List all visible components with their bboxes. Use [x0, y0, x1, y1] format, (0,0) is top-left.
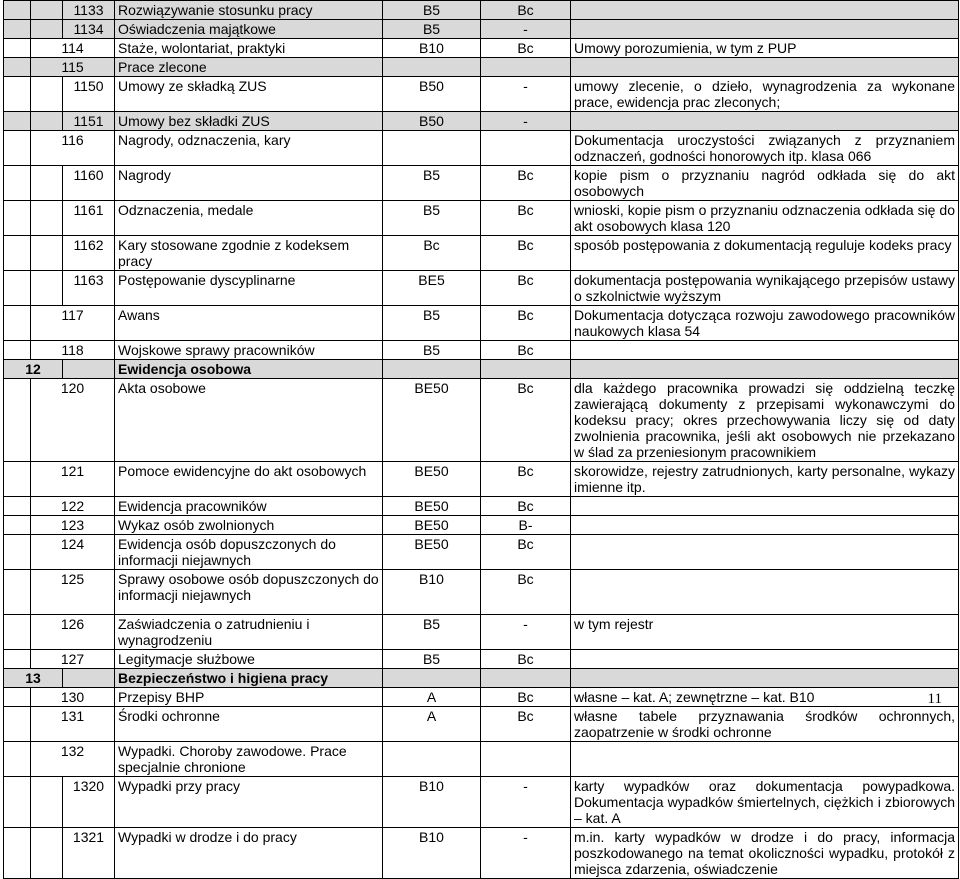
class-number: 122 [31, 497, 115, 516]
retention-category: Bc [481, 166, 571, 201]
empty-cell [31, 77, 63, 112]
subclass-number: 1151 [63, 112, 115, 131]
empty-cell [4, 271, 31, 306]
subclass-number: 1163 [63, 271, 115, 306]
class-number: 127 [31, 650, 115, 669]
table-row [4, 112, 959, 131]
class-number: 123 [31, 516, 115, 535]
subclass-number: 1320 [63, 777, 115, 828]
table-row [4, 131, 959, 166]
table-row [4, 236, 959, 271]
empty-cell [4, 58, 31, 77]
class-notes: dokumentacja postępowania wynikającego przepisów ustawy o szkolnictwie wyższym [571, 271, 959, 306]
class-notes: karty wypadków oraz dokumentacja powypadkowa. Dokumentacja wypadków śmiertelnych, ciężkich i zbiorowych – kat. A [571, 777, 959, 828]
class-title: Wypadki przy pracy [115, 777, 383, 828]
archive-category: B10 [383, 570, 481, 615]
class-title: Środki ochronne [115, 707, 383, 742]
empty-cell [31, 271, 63, 306]
retention-category: Bc [481, 201, 571, 236]
retention-category: Bc [481, 1, 571, 20]
empty-cell [4, 742, 31, 777]
retention-category: Bc [481, 462, 571, 497]
retention-category: Bc [481, 236, 571, 271]
class-notes [571, 742, 959, 777]
empty-cell [4, 20, 31, 39]
retention-category: Bc [481, 271, 571, 306]
empty-cell [4, 777, 31, 828]
class-notes [571, 570, 959, 615]
archive-category: B5 [383, 650, 481, 669]
table-row [4, 341, 959, 360]
class-notes [571, 341, 959, 360]
subclass-number: 1161 [63, 201, 115, 236]
page-number: 11 [927, 691, 942, 707]
retention-category: Bc [481, 341, 571, 360]
empty-cell [4, 650, 31, 669]
empty-cell [31, 828, 63, 879]
retention-category: Bc [481, 688, 571, 707]
table-row [4, 707, 959, 742]
archive-category: B10 [383, 39, 481, 58]
archive-category [383, 58, 481, 77]
class-notes: własne tabele przyznawania środków ochronnych, zaopatrzenie w środki ochronne [571, 707, 959, 742]
retention-category [481, 742, 571, 777]
class-number: 131 [31, 707, 115, 742]
empty-cell [31, 112, 63, 131]
empty-cell [4, 201, 31, 236]
class-notes: umowy zlecenie, o dzieło, wynagrodzenia za wykonane prace, ewidencja prac zleconych; [571, 77, 959, 112]
class-title: Kary stosowane zgodnie z kodeksem pracy [115, 236, 383, 271]
section-number: 13 [4, 669, 63, 688]
retention-category: Bc [481, 707, 571, 742]
class-number: 121 [31, 462, 115, 497]
table-row [4, 535, 959, 570]
empty-cell [571, 669, 959, 688]
section-row [4, 669, 959, 688]
empty-cell [4, 112, 31, 131]
table-row [4, 462, 959, 497]
archive-category: B5 [383, 201, 481, 236]
table-row [4, 166, 959, 201]
empty-cell [4, 462, 31, 497]
class-notes: skorowidze, rejestry zatrudnionych, karty personalne, wykazy imienne itp. [571, 462, 959, 497]
class-title: Staże, wolontariat, praktyki [115, 39, 383, 58]
class-number: 130 [31, 688, 115, 707]
retention-category: - [481, 112, 571, 131]
table-row [4, 777, 959, 828]
archive-category: A [383, 707, 481, 742]
empty-cell [4, 379, 31, 462]
class-title: Pomoce ewidencyjne do akt osobowych [115, 462, 383, 497]
class-number: 124 [31, 535, 115, 570]
class-notes [571, 516, 959, 535]
table-row [4, 1, 959, 20]
class-title: Legitymacje służbowe [115, 650, 383, 669]
empty-cell [63, 360, 115, 379]
class-title: Ewidencja pracowników [115, 497, 383, 516]
archive-category [383, 131, 481, 166]
table-row [4, 306, 959, 341]
archive-category: BE50 [383, 497, 481, 516]
retention-category [481, 58, 571, 77]
section-row [4, 360, 959, 379]
retention-category: B- [481, 516, 571, 535]
table-row [4, 58, 959, 77]
archive-category: B5 [383, 20, 481, 39]
archive-category: B50 [383, 77, 481, 112]
empty-cell [63, 669, 115, 688]
empty-cell [31, 777, 63, 828]
empty-cell [31, 236, 63, 271]
class-title: Odznaczenia, medale [115, 201, 383, 236]
retention-category: Bc [481, 306, 571, 341]
class-number: 132 [31, 742, 115, 777]
class-notes: m.in. karty wypadków w drodze i do pracy, informacja poszkodowanego na temat okoliczności wypadku, protokół z miejsca zdarzenia, oświadczenie [571, 828, 959, 879]
class-notes: kopie pism o przyznaniu nagród odkłada się do akt osobowych [571, 166, 959, 201]
retention-category: Bc [481, 650, 571, 669]
class-title: Oświadczenia majątkowe [115, 20, 383, 39]
subclass-number: 1133 [63, 1, 115, 20]
empty-cell [4, 497, 31, 516]
retention-category: Bc [481, 570, 571, 615]
table-row [4, 77, 959, 112]
class-notes: Umowy porozumienia, w tym z PUP [571, 39, 959, 58]
class-number: 116 [31, 131, 115, 166]
section-number: 12 [4, 360, 63, 379]
class-notes: dla każdego pracownika prowadzi się oddzielną teczkę zawierającą dokumenty z przepisami wykonawczymi do kodeksu pracy; okres przechowywania liczy się od daty zwolnienia pracownika, jeśli akt osobowych nie przekazano w ślad za przeniesionym pracownikiem [571, 379, 959, 462]
empty-cell [4, 236, 31, 271]
empty-cell [4, 828, 31, 879]
archive-category: B10 [383, 828, 481, 879]
empty-cell [4, 39, 31, 58]
class-number: 117 [31, 306, 115, 341]
table-row [4, 201, 959, 236]
class-title: Prace zlecone [115, 58, 383, 77]
retention-category: Bc [481, 535, 571, 570]
empty-cell [481, 669, 571, 688]
class-title: Wykaz osób zwolnionych [115, 516, 383, 535]
section-title: Bezpieczeństwo i higiena pracy [115, 669, 383, 688]
class-number: 125 [31, 570, 115, 615]
empty-cell [4, 615, 31, 650]
class-notes: w tym rejestr [571, 615, 959, 650]
archive-category: A [383, 688, 481, 707]
empty-cell [481, 360, 571, 379]
empty-cell [4, 535, 31, 570]
archive-category: B5 [383, 1, 481, 20]
class-notes [571, 20, 959, 39]
class-notes: Dokumentacja dotycząca rozwoju zawodowego pracowników naukowych klasa 54 [571, 306, 959, 341]
empty-cell [4, 341, 31, 360]
table-row [4, 39, 959, 58]
class-title: Wypadki w drodze i do pracy [115, 828, 383, 879]
empty-cell [31, 20, 63, 39]
archive-category: BE50 [383, 535, 481, 570]
empty-cell [4, 1, 31, 20]
classification-table [3, 0, 959, 879]
table-row [4, 742, 959, 777]
archive-category: B5 [383, 341, 481, 360]
empty-cell [4, 166, 31, 201]
archive-category [383, 742, 481, 777]
retention-category: - [481, 77, 571, 112]
class-number: 126 [31, 615, 115, 650]
retention-category [481, 131, 571, 166]
section-title: Ewidencja osobowa [115, 360, 383, 379]
class-notes [571, 650, 959, 669]
class-title: Sprawy osobowe osób dopuszczonych do informacji niejawnych [115, 570, 383, 615]
empty-cell [4, 707, 31, 742]
empty-cell [31, 1, 63, 20]
table-row [4, 570, 959, 615]
class-number: 114 [31, 39, 115, 58]
class-number: 115 [31, 58, 115, 77]
empty-cell [383, 360, 481, 379]
class-title: Postępowanie dyscyplinarne [115, 271, 383, 306]
class-title: Przepisy BHP [115, 688, 383, 707]
class-notes [571, 112, 959, 131]
archive-category: B50 [383, 112, 481, 131]
archive-category: Bc [383, 236, 481, 271]
subclass-number: 1134 [63, 20, 115, 39]
table-row [4, 650, 959, 669]
empty-cell [4, 570, 31, 615]
archive-category: B10 [383, 777, 481, 828]
retention-category: - [481, 615, 571, 650]
empty-cell [4, 516, 31, 535]
empty-cell [4, 77, 31, 112]
archive-category: BE50 [383, 462, 481, 497]
empty-cell [4, 306, 31, 341]
retention-category: Bc [481, 497, 571, 516]
retention-category: Bc [481, 379, 571, 462]
retention-category: - [481, 828, 571, 879]
class-notes: sposób postępowania z dokumentacją reguluje kodeks pracy [571, 236, 959, 271]
class-notes [571, 497, 959, 516]
class-title: Ewidencja osób dopuszczonych do informacji niejawnych [115, 535, 383, 570]
subclass-number: 1162 [63, 236, 115, 271]
class-number: 120 [31, 379, 115, 462]
table-row [4, 615, 959, 650]
class-title: Nagrody [115, 166, 383, 201]
class-notes: własne – kat. A; zewnętrzne – kat. B10 [571, 688, 959, 707]
table-row [4, 20, 959, 39]
class-title: Awans [115, 306, 383, 341]
class-title: Rozwiązywanie stosunku pracy [115, 1, 383, 20]
class-notes [571, 1, 959, 20]
table-row [4, 497, 959, 516]
class-title: Nagrody, odznaczenia, kary [115, 131, 383, 166]
empty-cell [383, 669, 481, 688]
archive-category: B5 [383, 166, 481, 201]
class-title: Umowy ze składką ZUS [115, 77, 383, 112]
empty-cell [4, 688, 31, 707]
subclass-number: 1160 [63, 166, 115, 201]
archive-category: BE50 [383, 516, 481, 535]
archive-category: BE5 [383, 271, 481, 306]
retention-category: - [481, 777, 571, 828]
empty-cell [31, 166, 63, 201]
class-notes: Dokumentacja uroczystości związanych z przyznaniem odznaczeń, godności honorowych itp. klasa 066 [571, 131, 959, 166]
empty-cell [4, 131, 31, 166]
archive-category: BE50 [383, 379, 481, 462]
table-row [4, 271, 959, 306]
table-row [4, 688, 959, 707]
class-title: Zaświadczenia o zatrudnieniu i wynagrodzeniu [115, 615, 383, 650]
retention-category: - [481, 20, 571, 39]
archive-category: B5 [383, 306, 481, 341]
class-notes [571, 58, 959, 77]
class-title: Wypadki. Choroby zawodowe. Prace specjalnie chronione [115, 742, 383, 777]
table-row [4, 828, 959, 879]
subclass-number: 1150 [63, 77, 115, 112]
class-title: Akta osobowe [115, 379, 383, 462]
class-title: Umowy bez składki ZUS [115, 112, 383, 131]
empty-cell [571, 360, 959, 379]
class-title: Wojskowe sprawy pracowników [115, 341, 383, 360]
retention-category: Bc [481, 39, 571, 58]
subclass-number: 1321 [63, 828, 115, 879]
class-number: 118 [31, 341, 115, 360]
table-row [4, 516, 959, 535]
empty-cell [31, 201, 63, 236]
archive-category: B5 [383, 615, 481, 650]
class-notes [571, 535, 959, 570]
table-row [4, 379, 959, 462]
class-notes: wnioski, kopie pism o przyznaniu odznaczenia odkłada się do akt osobowych klasa 120 [571, 201, 959, 236]
